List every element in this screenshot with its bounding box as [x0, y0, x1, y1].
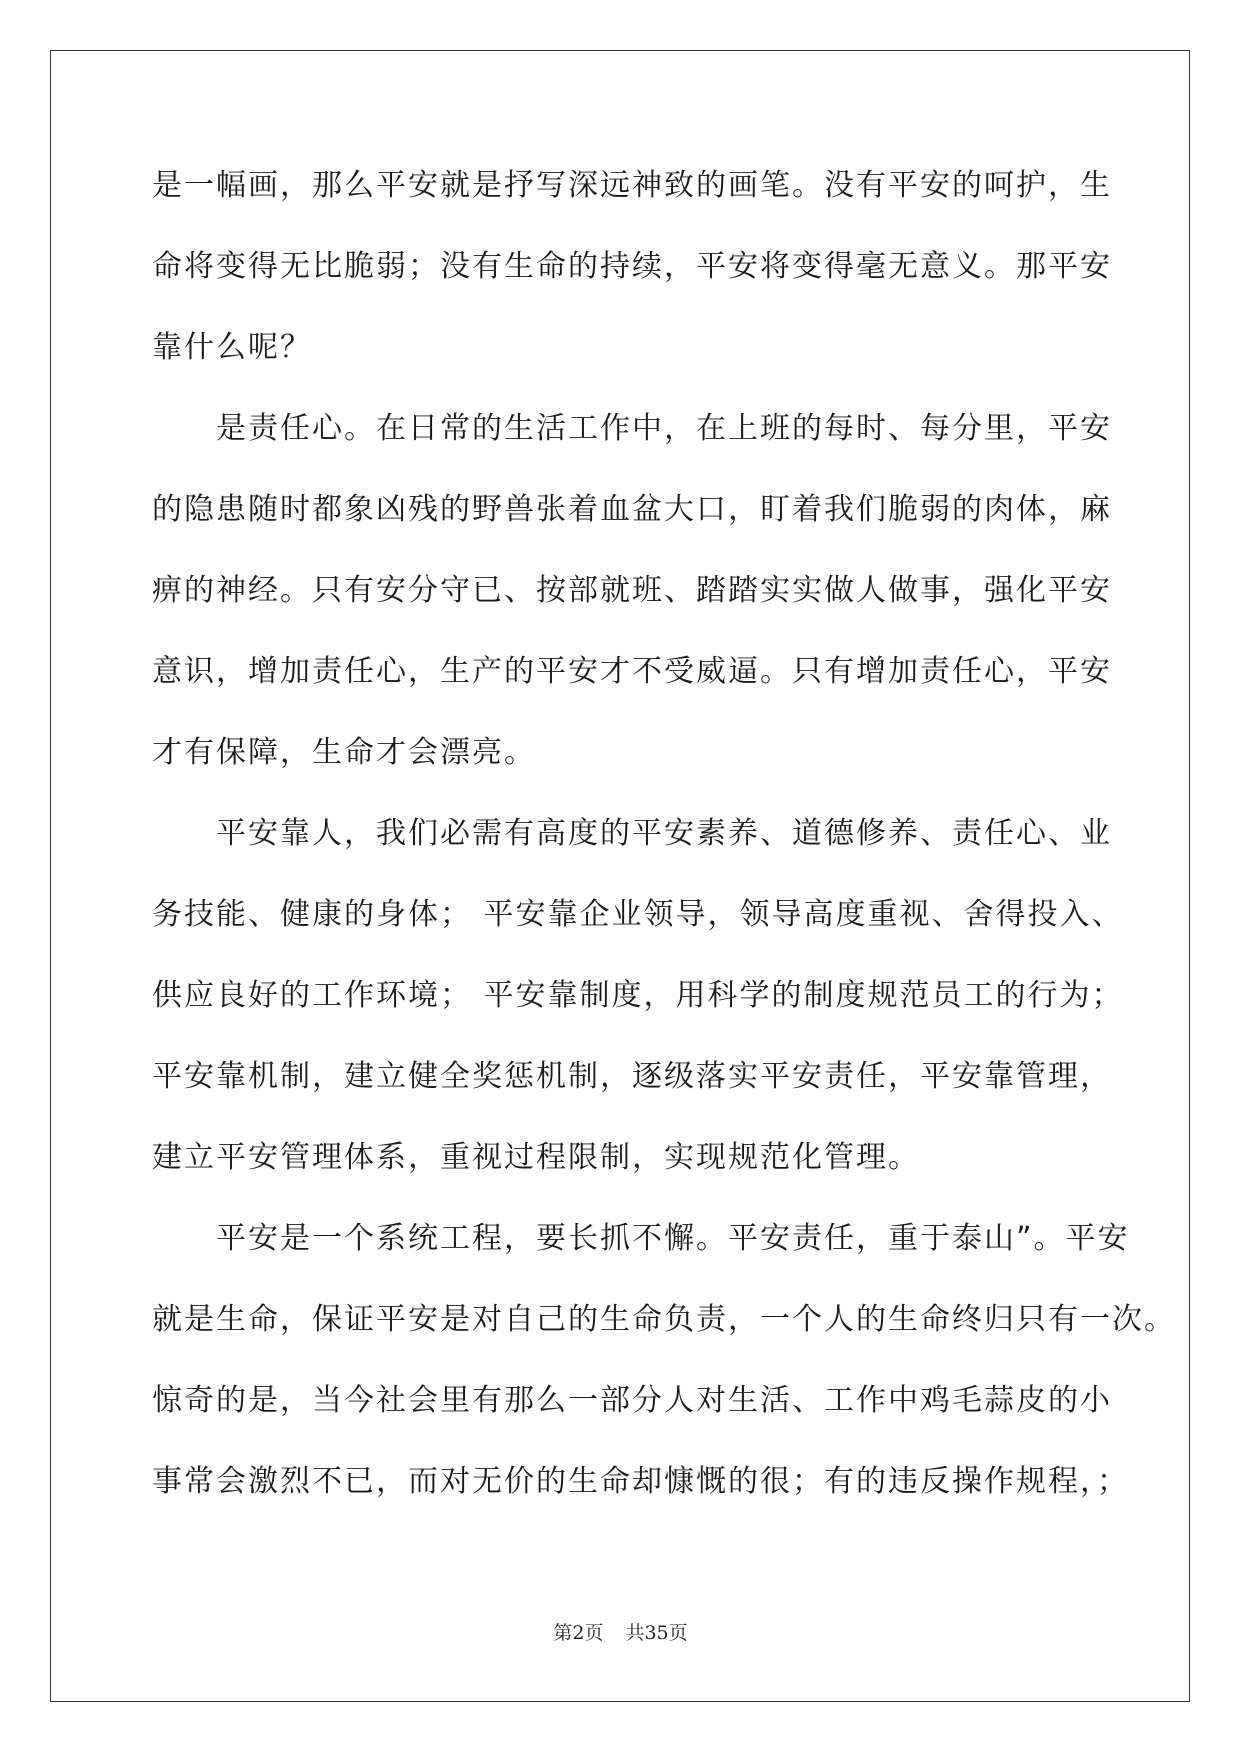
- text-line: 痹的神经。只有安分守已、按部就班、踏踏实实做人做事，强化平安: [152, 573, 1112, 608]
- text-line: 务技能、健康的身体； 平安靠企业领导，领导高度重视、舍得投入、: [152, 897, 1124, 932]
- page-total: 共35页: [625, 1622, 688, 1644]
- text-line: 事常会激烈不已，而对无价的生命却慷慨的很；有的违反操作规程，；: [152, 1464, 1129, 1499]
- text-line: 的隐患随时都象凶残的野兽张着血盆大口，盯着我们脆弱的肉体，麻: [152, 492, 1112, 527]
- text-line: 才有保障，生命才会漂亮。: [152, 735, 536, 770]
- text-line: 平安是一个系统工程，要长抓不懈。平安责任，重于泰山”。平安: [216, 1221, 1130, 1256]
- text-line: 就是生命，保证平安是对自己的生命负责，一个人的生命终归只有一次。: [152, 1302, 1176, 1337]
- page-number: 第2页: [553, 1622, 604, 1644]
- text-line: 供应良好的工作环境； 平安靠制度，用科学的制度规范员工的行为；: [152, 978, 1124, 1013]
- text-line: 平安靠机制，建立健全奖惩机制，逐级落实平安责任，平安靠管理，: [152, 1059, 1112, 1094]
- text-line: 意识，增加责任心，生产的平安才不受威逼。只有增加责任心，平安: [152, 654, 1112, 689]
- text-line: 靠什么呢？: [152, 330, 312, 365]
- text-line: 建立平安管理体系，重视过程限制，实现规范化管理。: [152, 1140, 920, 1175]
- page-footer: [0, 1618, 1241, 1645]
- text-line: 是责任心。在日常的生活工作中，在上班的每时、每分里，平安: [216, 411, 1112, 446]
- text-line: 惊奇的是，当今社会里有那么一部分人对生活、工作中鸡毛蒜皮的小: [152, 1383, 1112, 1418]
- text-line: 命将变得无比脆弱；没有生命的持续，平安将变得毫无意义。那平安: [152, 249, 1112, 284]
- document-body: [152, 160, 1176, 1537]
- text-line: 平安靠人，我们必需有高度的平安素养、道德修养、责任心、业: [216, 816, 1112, 851]
- text-line: 是一幅画，那么平安就是抒写深远神致的画笔。没有平安的呵护，生: [152, 168, 1112, 203]
